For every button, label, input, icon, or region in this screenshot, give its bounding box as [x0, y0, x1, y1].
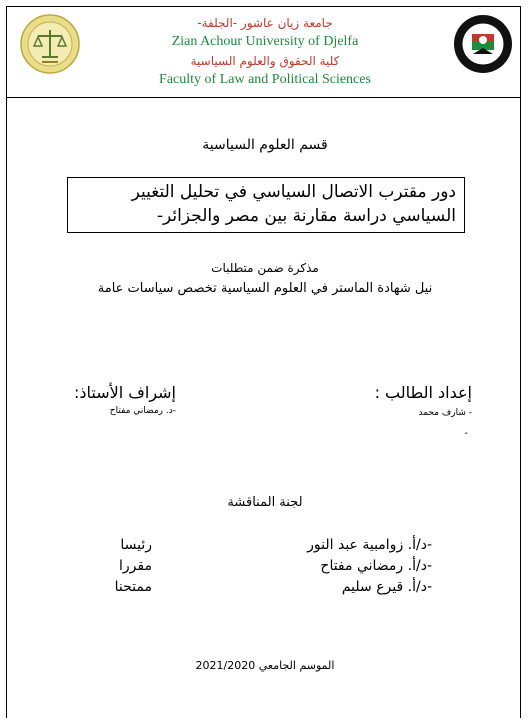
supervisor-name: -د. رمضاني مفتاح — [109, 406, 176, 416]
student-name: - شارف محمد — [418, 408, 472, 418]
faculty-scales-emblem-icon — [20, 14, 80, 74]
committee-member-role: ممتحنا — [114, 579, 152, 595]
page-frame — [6, 6, 521, 718]
academic-year: الموسم الجامعي 2021/2020 — [195, 659, 335, 672]
prepared-by-label: إعداد الطالب : — [374, 383, 472, 402]
memo-line-2: نيل شهادة الماستر في العلوم السياسية تخصص سياسات عامة — [97, 281, 433, 296]
university-seal-icon — [453, 14, 513, 74]
committee-member-name: -د/أ. رمضاني مفتاح — [320, 558, 432, 574]
committee-member-name: -د/أ. قيرع سليم — [341, 579, 432, 595]
memo-line-1: مذكرة ضمن متطلبات — [211, 261, 319, 275]
faculty-name-arabic: كلية الحقوق والعلوم السياسية — [190, 54, 340, 68]
committee-title: لجنة المناقشة — [227, 495, 303, 510]
department-name: قسم العلوم السياسية — [202, 137, 328, 153]
thesis-title-box — [67, 177, 465, 233]
thesis-title-line-1: دور مقترب الاتصال السياسي في تحليل التغيير — [131, 182, 456, 202]
university-name-english: Zian Achour University of Djelfa — [171, 34, 359, 49]
university-name-arabic: جامعة زيان عاشور -الجلفة- — [197, 16, 333, 30]
committee-member-role: رئيسا — [120, 537, 152, 553]
student-second-line: - — [464, 428, 468, 439]
committee-member-role: مقررا — [119, 558, 152, 574]
faculty-name-english: Faculty of Law and Political Sciences — [159, 72, 371, 87]
supervisor-label: إشراف الأستاذ: — [74, 383, 176, 402]
thesis-title-line-2: السياسي دراسة مقارنة بين مصر والجزائر- — [156, 206, 456, 226]
committee-member-name: -د/أ. زوامبية عبد النور — [307, 537, 432, 553]
header-divider — [6, 97, 521, 98]
